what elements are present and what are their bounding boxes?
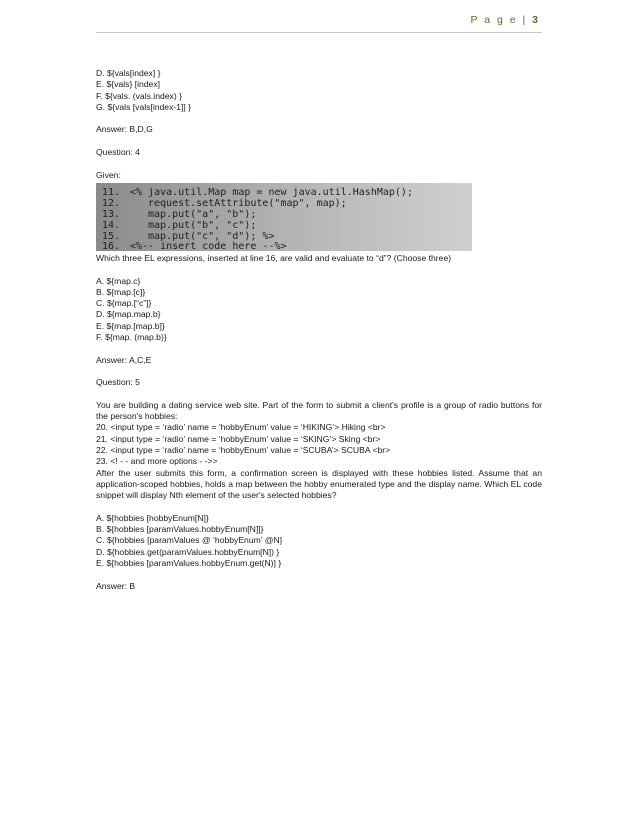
q5-code-line-21: 21. <input type = ‘radio’ name = ‘hobbyEnum’ value = ‘SKING’> Sking <br> [96, 433, 381, 444]
q5-intro: You are building a dating service web site. Part of the form to submit a client's profile is a group of radio buttons for the person's hobbies: [96, 399, 542, 422]
q4-option-f: F. ${map. (map.b)} [96, 332, 167, 343]
code-screenshot-image [96, 183, 472, 251]
q5-title: Question: 5 [96, 377, 140, 388]
q4-given: Given: [96, 169, 121, 180]
q4-answer: Answer: A,C,E [96, 354, 152, 365]
code-line-text-11: <% java.util.Map map = new java.util.HashMap(); [130, 186, 413, 198]
q5-code-line-20: 20. <input type = ‘radio’ name = ‘hobbyEnum’ value = ‘HIKING’> Hiking <br> [96, 422, 386, 433]
q3-option-d: D. ${vals[index] } [96, 68, 161, 78]
q4-title: Question: 4 [96, 147, 140, 158]
code-line-num-14: 14. [102, 219, 121, 231]
q3-option-e: E. ${vals} [index] [96, 79, 161, 90]
q5-code-line-22: 22. <input type = ‘radio’ name = ‘hobbyEnum’ value = ‘SCUBA’> SCUBA <br> [96, 445, 391, 456]
q5-body: After the user submits this form, a confirmation screen is displayed with these hobbies listed. Assume that an application-scoped hobbies, holds a map between the hobby enumerated type and the display name. Which EL code snippet will display Nth element of the user's selected hobbies? [96, 467, 542, 501]
code-line-text-14: map.put("b", "c"); [148, 219, 257, 231]
page-header [470, 14, 540, 26]
page-label: P a g e [470, 14, 518, 26]
q3-answer: Answer: B,D,G [96, 124, 153, 135]
q3-option-g: G. ${vals [vals[index-1]] } [96, 101, 192, 112]
q4-option-a: A. ${map.c} [96, 275, 141, 286]
code-line-text-15: map.put("c", "d"); %> [148, 230, 275, 242]
header-rule [96, 32, 542, 33]
code-line-num-16: 16. [102, 240, 121, 251]
q4-prompt: Which three EL expressions, inserted at line 16, are valid and evaluate to “d”? (Choose three) [96, 252, 452, 263]
code-line-text-13: map.put("a", "b"); [148, 208, 257, 220]
page-number: 3 [532, 14, 540, 26]
q4-option-b: B. ${map.[c]} [96, 286, 146, 297]
q4-option-e: E. ${map.[map.b]} [96, 320, 165, 331]
code-line-text-16: <%-- insert code here --%> [130, 240, 287, 251]
q4-option-d: D. ${map.map.b} [96, 309, 161, 320]
q5-option-e: E. ${hobbies [paramValues.hobbyEnum.get(N)] } [96, 557, 282, 568]
code-line-num-13: 13. [102, 208, 121, 220]
q5-option-a: A. ${hobbies [hobbyEnum[N]} [96, 512, 209, 523]
code-line-num-11: 11. [102, 186, 121, 198]
code-line-num-15: 15. [102, 230, 121, 242]
q5-option-b: B. ${hobbies [paramValues.hobbyEnum[N]]} [96, 524, 264, 535]
q5-code-line-23: 23. <! - - and more options - ->> [96, 456, 218, 467]
page-separator: | [522, 14, 528, 26]
q5-option-c: C. ${hobbies [paramValues @ ‘hobbyEnum’ @N] [96, 535, 283, 546]
q5-answer: Answer: B [96, 580, 136, 591]
q5-option-d: D. ${hobbies.get(paramValues.hobbyEnum[N]) } [96, 546, 280, 557]
q4-option-c: C. ${map.[“c”]} [96, 298, 152, 309]
code-line-num-12: 12. [102, 197, 121, 209]
code-line-text-12: request.setAttribute("map", map); [148, 197, 347, 209]
page-content [96, 68, 542, 592]
q3-option-f: F. ${vals. (vals.index) } [96, 90, 182, 101]
